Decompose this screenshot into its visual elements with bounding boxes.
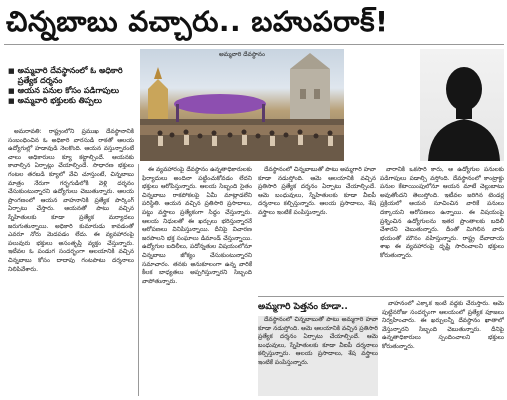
bullet-square-icon: ■ [8, 87, 15, 95]
bullet-square-icon: ■ [8, 67, 15, 75]
bullet-item: ■ ఆయన పనుల కోసం పడిగాపులు [8, 86, 120, 95]
photo-caption: అమ్మవారి దేవస్థానం [218, 51, 266, 58]
silhouette-photo [420, 49, 504, 161]
article-column-center: దేవస్థానంలో చిన్నబాబుతో పాటు అమ్మగారి హవా కూడా నడుస్తోంది. ఆమె ఆలయానికి వచ్చిన ప్రతిసారి ప్రత్యేక దర్శనం ఏర్పాటు చేయాల్సిందే. ఆమె బంధువులు, స్నేహితులకు కూడా వీఐపీ దర్శనాలు కల్పిస్తున్నారు. ఆలయ ప్రసాదాలు, శేష వస్త్రాలు ఇంటికే పంపిస్తున్నారు. [258, 166, 376, 216]
sub-heading: అమ్మగారి పెత్తనం కూడా.. [258, 302, 348, 312]
bullet-item: ■ అమ్మవారి దేవస్థానంలో ఓ అధికారి ప్రత్యేక దర్శనం [8, 66, 123, 85]
article-column-left: అమరావతి: రాష్ట్రంలోని ప్రముఖ దేవస్థానానికి సంబంధించిన ఓ అధికారి వారసుడి రాకతో ఆలయ ఉద్యోగుల్లో హడావుడి నెలకొంది. ఆయన వస్తున్నారంటే చాలు అధికారులు క్యూ కట్టాల్సిందే. ఆయనకు కావాల్సిన ఏర్పాట్లు చేయాల్సిందే. సాధారణ భక్తులు గంటల తరబడి క్యూలో వేచి చూస్తుంటే, చిన్నబాబు మాత్రం నేరుగా గర్భగుడిలోకి వెళ్లి దర్శనం చేసుకుంటున్నారని ఉద్యోగులు చెబుతున్నారు. ఆలయ ప్రాంగణంలో ఆయన వాహనానికి ప్రత్యేక పార్కింగ్ ఏర్పాటు చేస్తారు. ఆయనతో పాటు వచ్చిన స్నేహితులకు కూడా ప్రత్యేక మర్యాదలు జరుగుతున్నాయి. అధికారి కుమారుడు కావడంతో ఎవరూ నోరు మెదపడం లేదు. ఈ వ్యవహారంపై పలువురు భక్తులు అసంతృప్తి వ్యక్తం చేస్తున్నారు. ఇటీవల ఓ పండుగ సందర్భంగా ఆలయానికి వచ్చిన చిన్నబాబు కోసం దాదాపు గంటపాటు దర్శనాలు నిలిపివేశారు. [8, 128, 134, 273]
article-column-right: వారానికి ఒకసారి కారు, ఆ ఉద్యోగుల పనులకు పడిగాపులు పడాల్సి వస్తోంది. దేవస్థానంలో కాంట్రాక్టు పనుల కేటాయింపులోనూ ఆయన మాటే చెల్లుబాటు అవుతోందని తెలుస్తోంది. ఇటీవల జరిగిన టెండర్ల ప్రక్రియలో ఆయన సూచించిన వారికే పనులు దక్కాయని ఆరోపణలు ఉన్నాయి. ఈ విషయంపై ప్రశ్నించిన ఉద్యోగులను ఇతర ప్రాంతాలకు బదిలీ చేశారని చెబుతున్నారు. దీంతో మిగిలిన వారు భయంతో మౌనం వహిస్తున్నారు. రాష్ట్ర దేవాదాయ శాఖ ఈ వ్యవహారంపై దృష్టి సారించాలని భక్తులు కోరుతున్నారు. [380, 166, 504, 259]
temple-photo [140, 49, 344, 161]
summary-bullets [8, 66, 136, 124]
headline-rule [4, 44, 504, 45]
section-rule [258, 296, 504, 297]
bullet-item: ■ అమ్మవారి భక్తులకు తిప్పలు [8, 96, 102, 105]
article-column-middle: ఈ వ్యవహారంపై దేవస్థానం ఉన్నతాధికారులకు ఫిర్యాదులు అందినా పట్టించుకోవడం లేదని భక్తులు ఆరోపిస్తున్నారు. ఆలయ సిబ్బంది సైతం చిన్నబాబు రాకపోకలపై ఏమీ మాట్లాడలేని పరిస్థితి. ఆయన వచ్చిన ప్రతిసారి ప్రసాదాలు, పట్టు వస్త్రాలు ప్రత్యేకంగా సిద్ధం చేస్తున్నారు. ఆలయ నిధులతో ఈ ఖర్చులు భరిస్తున్నారనే ఆరోపణలు వినిపిస్తున్నాయి. దీనిపై విచారణ జరపాలని భక్త సంఘాలు డిమాండ్ చేస్తున్నాయి. ఉద్యోగుల బదిలీలు, పదోన్నతుల విషయంలోనూ చిన్నబాబు జోక్యం చేసుకుంటున్నారని సమాచారం. తనకు అనుకూలంగా ఉన్న వారికే కీలక బాధ్యతలు అప్పగిస్తున్నారని సిబ్బంది వాపోతున్నారు. [142, 166, 252, 285]
headline: చిన్నబాబు వచ్చారు.. బహుపరాక్! [6, 5, 389, 38]
person-silhouette-icon [420, 49, 504, 161]
temple-scene-icon [140, 49, 344, 161]
bullet-square-icon: ■ [8, 97, 15, 105]
column-divider [138, 164, 139, 396]
article-box-bottom: దేవస్థానంలో చిన్నబాబుతో పాటు అమ్మగారి హవా కూడా నడుస్తోంది. ఆమె ఆలయానికి వచ్చిన ప్రతిసారి ప్రత్యేక దర్శనం ఏర్పాటు చేయాల్సిందే. ఆమె బంధువులు, స్నేహితులకు కూడా వీఐపీ దర్శనాలు కల్పిస్తున్నారు. ఆలయ ప్రసాదాలు, శేష వస్త్రాలు ఇంటికే పంపిస్తున్నారు. [258, 316, 378, 396]
article-column-bottom-right: వాహనంలో ఎక్కాక ఇంటి వద్దకు చేరుస్తారు. ఆమె పుట్టినరోజు సందర్భంగా ఆలయంలో ప్రత్యేక పూజలు నిర్వహించారు. ఈ ఖర్చులన్నీ దేవస్థానం ఖాతాలో వేస్తున్నారని సిబ్బంది చెబుతున్నారు. దీనిపై ఉన్నతాధికారులు స్పందించాలని భక్తులు కోరుతున్నారు. [382, 300, 504, 350]
